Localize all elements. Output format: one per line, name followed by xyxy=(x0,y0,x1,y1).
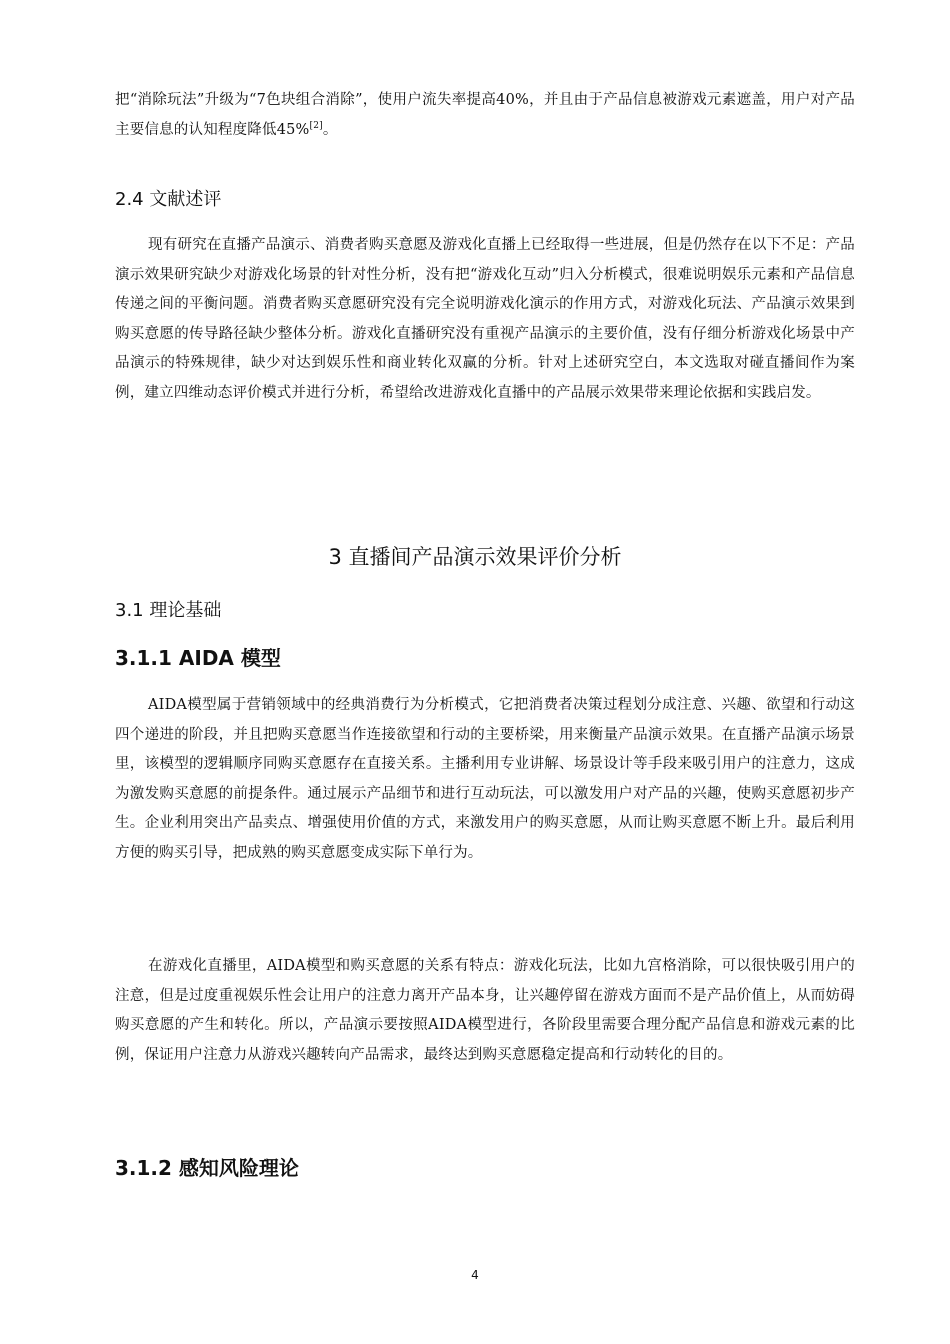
subsection-heading-3-1-2: 3.1.2 感知风险理论 xyxy=(115,1156,299,1180)
page-number: 4 xyxy=(471,1268,479,1282)
paragraph-aida-model: AIDA模型属于营销领域中的经典消费行为分析模式，它把消费者决策过程划分成注意、兴趣、欲望和行动这四个递进的阶段，并且把购买意愿当作连接欲望和行动的主要桥梁，用来衡量产品演示效果。在直播产品演示场景里，该模型的逻辑顺序同购买意愿存在直接关系。主播利用专业讲解、场景设计等手段来吸引用户的注意力，这成为激发购买意愿的前提条件。通过展示产品细节和进行互动玩法，可以激发用户对产品的兴趣，使购买意愿初步产生。企业利用突出产品卖点、增强使用价值的方式，来激发用户的购买意愿，从而让购买意愿不断上升。最后利用方便的购买引导，把成熟的购买意愿变成实际下单行为。 xyxy=(115,697,855,861)
citation-reference: [2] xyxy=(309,120,323,131)
subsection-heading-3-1-1: 3.1.1 AIDA 模型 xyxy=(115,646,281,670)
chapter-heading-3: 3 直播间产品演示效果评价分析 xyxy=(328,545,622,569)
paragraph-literature-review: 现有研究在直播产品演示、消费者购买意愿及游戏化直播上已经取得一些进展，但是仍然存在以下不足：产品演示效果研究缺少对游戏化场景的针对性分析，没有把“游戏化互动”归入分析模式，很难说明娱乐元素和产品信息传递之间的平衡问题。消费者购买意愿研究没有完全说明游戏化演示的作用方式，对游戏化玩法、产品演示效果到购买意愿的传导路径缺少整体分析。游戏化直播研究没有重视产品演示的主要价值，没有仔细分析游戏化场景中产品演示的特殊规律，缺少对达到娱乐性和商业转化双赢的分析。针对上述研究空白，本文选取对碰直播间作为案例，建立四维动态评价模式并进行分析，希望给改进游戏化直播中的产品展示效果带来理论依据和实践启发。 xyxy=(115,237,855,401)
section-heading-3-1: 3.1 理论基础 xyxy=(115,600,222,621)
section-heading-2-4: 2.4 文献述评 xyxy=(115,189,222,210)
paragraph-aida-gamified: 在游戏化直播里，AIDA模型和购买意愿的关系有特点：游戏化玩法，比如九宫格消除，可以很快吸引用户的注意，但是过度重视娱乐性会让用户的注意力离开产品本身，让兴趣停留在游戏方面而不是产品价值上，从而妨碍购买意愿的产生和转化。所以，产品演示要按照AIDA模型进行，各阶段里需要合理分配产品信息和游戏元素的比例，保证用户注意力从游戏兴趣转向产品需求，最终达到购买意愿稳定提高和行动转化的目的。 xyxy=(115,958,855,1063)
paragraph-end-punct: 。 xyxy=(322,121,338,138)
paragraph-text: 把“消除玩法”升级为“7色块组合消除”，使用户流失率提高40%，并且由于产品信息被游戏元素遮盖，用户对产品主要信息的认知程度降低45% xyxy=(115,92,855,138)
paragraph-continued xyxy=(115,86,855,145)
